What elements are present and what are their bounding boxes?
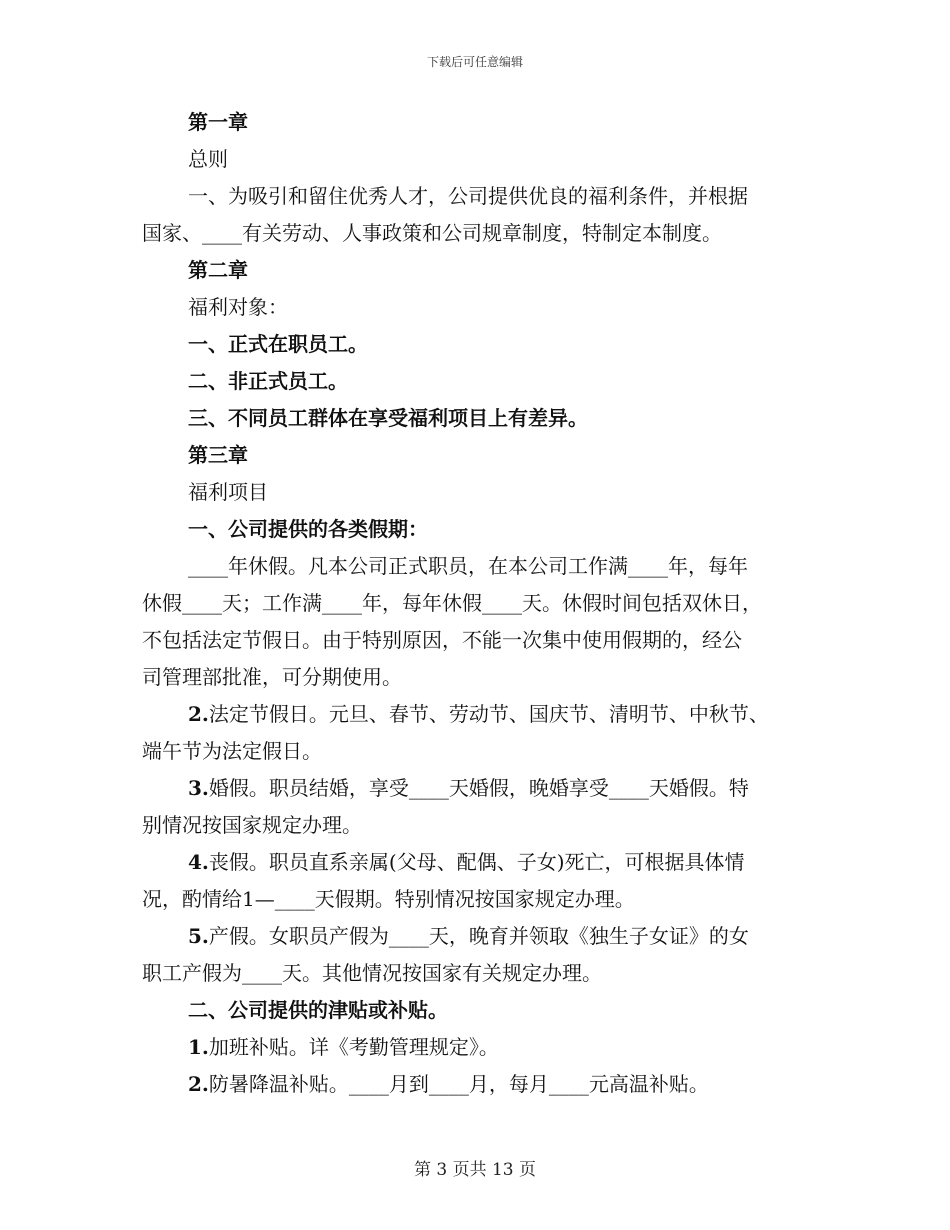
paragraph-text: 法定节假日。元旦、春节、劳动节、国庆节、清明节、中秋节、 (208, 702, 769, 726)
item-number: 2. (188, 1072, 209, 1096)
document-body (142, 104, 812, 1103)
chapter-3-heading: 第三章 (188, 443, 248, 467)
chapter-1-title: 总则 (188, 147, 228, 171)
list-item: 二、非正式员工。 (188, 369, 348, 393)
chapter-2-heading: 第二章 (188, 258, 248, 282)
paragraph-text: 产假。女职员产假为____天，晚育并领取《独生子女证》的女 (208, 924, 749, 948)
section-heading: 二、公司提供的津贴或补贴。 (188, 998, 448, 1022)
paragraph-text: 防暑降温补贴。____月到____月，每月____元高温补贴。 (208, 1072, 709, 1096)
numbered-paragraph (142, 770, 812, 807)
item-number: 3. (188, 776, 209, 800)
paragraph-line: 一、为吸引和留住优秀人才，公司提供优良的福利条件，并根据 (188, 184, 748, 208)
paragraph-line: 不包括法定节假日。由于特别原因，不能一次集中使用假期的，经公 (142, 628, 742, 652)
paragraph-line: 职工产假为____天。其他情况按国家有关规定办理。 (142, 961, 602, 985)
paragraph-line: 司管理部批准，可分期使用。 (142, 665, 402, 689)
section-heading: 一、公司提供的各类假期： (188, 517, 428, 541)
numbered-paragraph (142, 1029, 812, 1066)
numbered-paragraph (142, 844, 812, 881)
paragraph-line: 别情况按国家规定办理。 (142, 813, 362, 837)
paragraph-line: 国家、____有关劳动、人事政策和公司规章制度，特制定本制度。 (142, 221, 722, 245)
page-header: 下载后可任意编辑 (426, 55, 523, 69)
list-item: 三、不同员工群体在享受福利项目上有差异。 (188, 406, 588, 430)
chapter-1-heading: 第一章 (188, 110, 248, 134)
paragraph-line: 况，酌情给1—____天假期。特别情况按国家规定办理。 (142, 887, 635, 911)
paragraph-text: 婚假。职员结婚，享受____天婚假，晚婚享受____天婚假。特 (208, 776, 749, 800)
chapter-2-title: 福利对象： (188, 295, 288, 319)
paragraph-text: 丧假。职员直系亲属(父母、配偶、子女)死亡，可根据具体情 (208, 850, 745, 874)
paragraph-line: 休假____天；工作满____年，每年休假____天。休假时间包括双休日， (142, 591, 762, 615)
page-footer: 第 3 页共 13 页 (413, 1160, 537, 1180)
item-number: 2. (188, 702, 209, 726)
item-number: 5. (188, 924, 209, 948)
item-number: 1. (188, 1035, 209, 1059)
numbered-paragraph (142, 696, 812, 733)
chapter-3-title: 福利项目 (188, 480, 268, 504)
paragraph-line: 端午节为法定假日。 (142, 739, 322, 763)
item-number: 4. (188, 850, 209, 874)
numbered-paragraph (142, 918, 812, 955)
list-item: 一、正式在职员工。 (188, 332, 368, 356)
numbered-paragraph (142, 1066, 812, 1103)
paragraph-text: 加班补贴。详《考勤管理规定》。 (208, 1035, 499, 1059)
paragraph-line: ____年休假。凡本公司正式职员，在本公司工作满____年，每年 (188, 554, 748, 578)
